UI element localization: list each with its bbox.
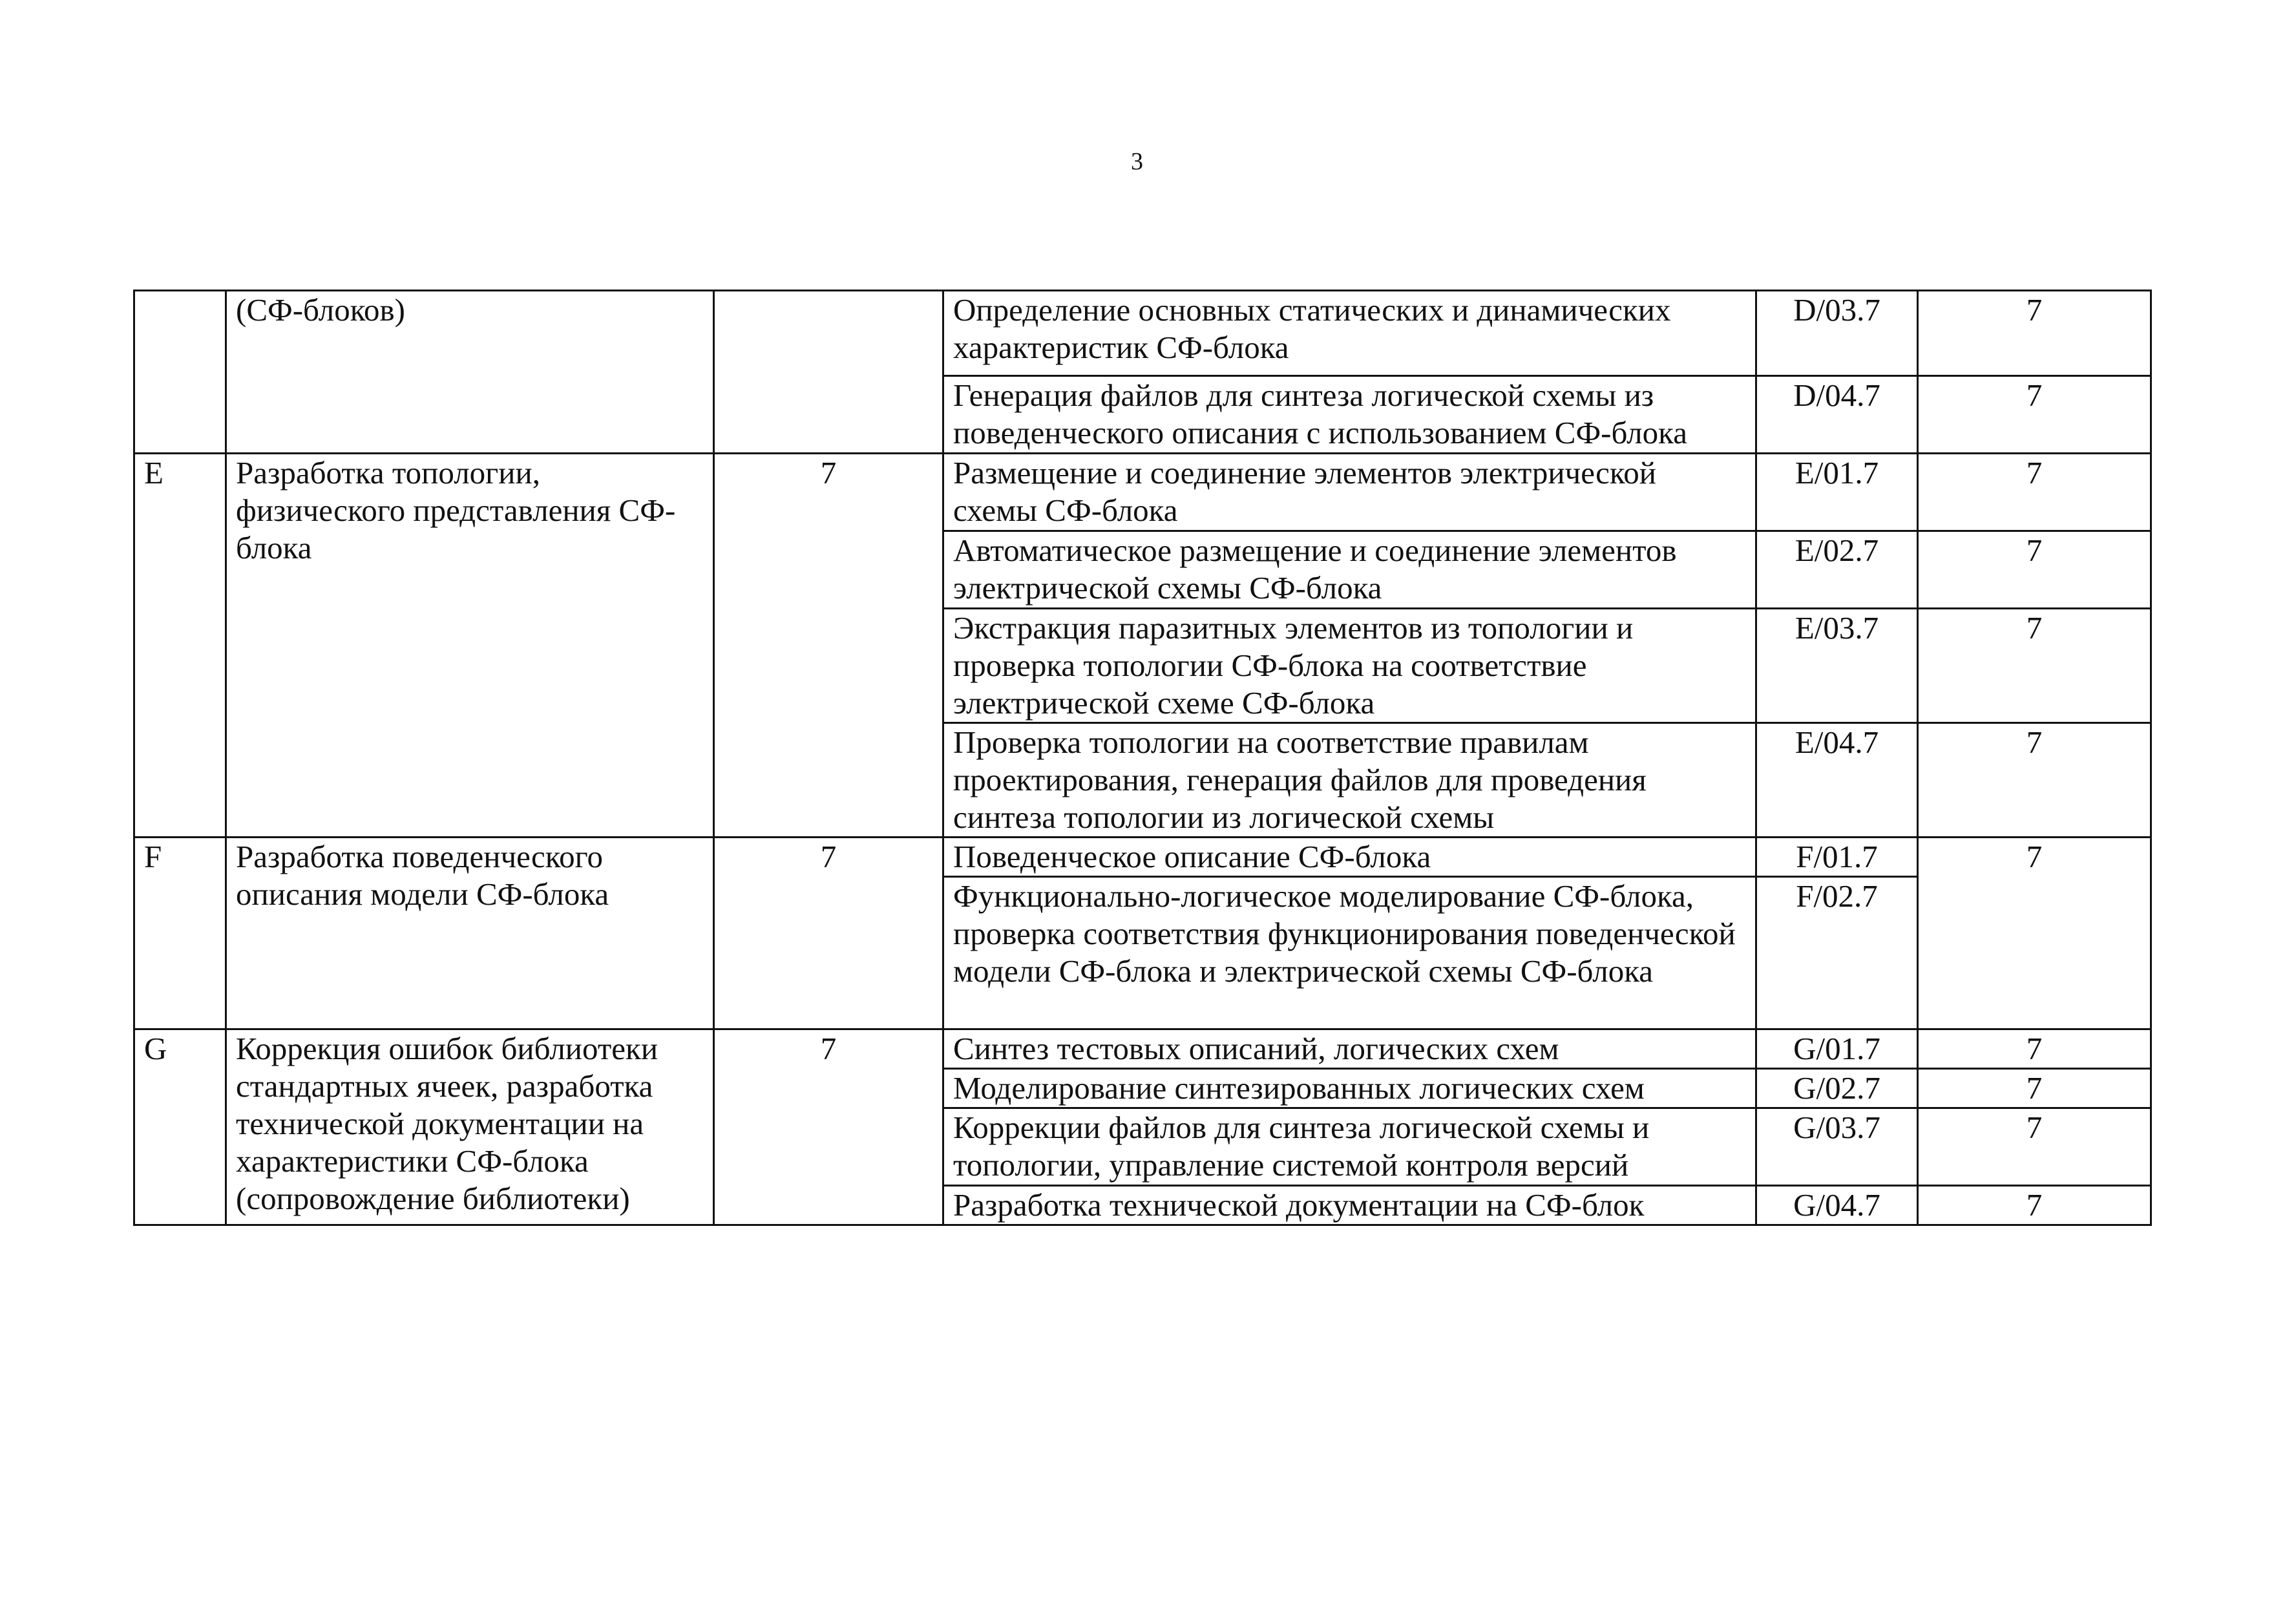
labor-function-level: 7 — [1918, 1069, 2151, 1108]
labor-function-code: E/04.7 — [1756, 723, 1918, 838]
page-number: 3 — [1131, 148, 1143, 175]
labor-function-name: Разработка технической документации на СФ-блок — [943, 1186, 1756, 1225]
labor-function-name: Генерация файлов для синтеза логической схемы из поведенческого описания с использованием СФ-блока — [943, 376, 1756, 454]
generalized-function-level — [714, 291, 943, 454]
labor-function-code: G/03.7 — [1756, 1108, 1918, 1186]
labor-function-level: 7 — [1918, 291, 2151, 376]
labor-function-name: Функционально-логическое моделирование СФ-блока, проверка соответствия функционирования поведенческой модели СФ-блока и электрической схемы СФ-блока — [943, 877, 1756, 1029]
generalized-function-level: 7 — [714, 454, 943, 838]
labor-function-level: 7 — [1918, 1108, 2151, 1186]
labor-function-code: G/02.7 — [1756, 1069, 1918, 1108]
labor-function-code: D/04.7 — [1756, 376, 1918, 454]
generalized-function-code: F — [134, 838, 226, 1029]
labor-function-name: Поведенческое описание СФ-блока — [943, 838, 1756, 877]
labor-function-name: Моделирование синтезированных логических схем — [943, 1069, 1756, 1108]
labor-function-level: 7 — [1918, 531, 2151, 609]
labor-function-name: Синтез тестовых описаний, логических схем — [943, 1029, 1756, 1069]
labor-function-code: F/01.7 — [1756, 838, 1918, 877]
labor-function-level: 7 — [1918, 723, 2151, 838]
labor-function-name: Проверка топологии на соответствие правилам проектирования, генерация файлов для проведения синтеза топологии из логической схемы — [943, 723, 1756, 838]
table-row — [134, 838, 2151, 877]
labor-function-name: Коррекции файлов для синтеза логической схемы и топологии, управление системой контроля версий — [943, 1108, 1756, 1186]
generalized-function-code — [134, 291, 226, 454]
labor-function-name: Автоматическое размещение и соединение элементов электрической схемы СФ-блока — [943, 531, 1756, 609]
labor-function-level: 7 — [1918, 1186, 2151, 1225]
table-row — [134, 1029, 2151, 1069]
labor-function-level: 7 — [1918, 376, 2151, 454]
labor-function-name: Экстракция паразитных элементов из топологии и проверка топологии СФ-блока на соответствие электрической схеме СФ-блока — [943, 609, 1756, 723]
labor-function-name: Размещение и соединение элементов электрической схемы СФ-блока — [943, 454, 1756, 531]
labor-function-code: E/02.7 — [1756, 531, 1918, 609]
labor-function-code: D/03.7 — [1756, 291, 1918, 376]
table-row — [134, 454, 2151, 531]
labor-function-code: G/01.7 — [1756, 1029, 1918, 1069]
generalized-function-name: Разработка топологии, физического представления СФ-блока — [226, 454, 714, 838]
generalized-function-name: Коррекция ошибок библиотеки стандартных ячеек, разработка технической документации на характеристики СФ-блока (сопровождение библиотеки) — [226, 1029, 714, 1225]
labor-function-name: Определение основных статических и динамических характеристик СФ-блока — [943, 291, 1756, 376]
generalized-function-code: G — [134, 1029, 226, 1225]
generalized-function-name: Разработка поведенческого описания модели СФ-блока — [226, 838, 714, 1029]
generalized-function-code: E — [134, 454, 226, 838]
labor-function-code: G/04.7 — [1756, 1186, 1918, 1225]
labor-functions-table — [133, 290, 2152, 1226]
labor-function-level: 7 — [1918, 838, 2151, 1029]
labor-function-code: E/01.7 — [1756, 454, 1918, 531]
labor-function-level: 7 — [1918, 1029, 2151, 1069]
labor-function-level: 7 — [1918, 454, 2151, 531]
labor-function-level: 7 — [1918, 609, 2151, 723]
generalized-function-name: (СФ-блоков) — [226, 291, 714, 454]
labor-function-code: E/03.7 — [1756, 609, 1918, 723]
labor-function-code: F/02.7 — [1756, 877, 1918, 1029]
generalized-function-level: 7 — [714, 838, 943, 1029]
generalized-function-level: 7 — [714, 1029, 943, 1225]
table-row — [134, 291, 2151, 376]
